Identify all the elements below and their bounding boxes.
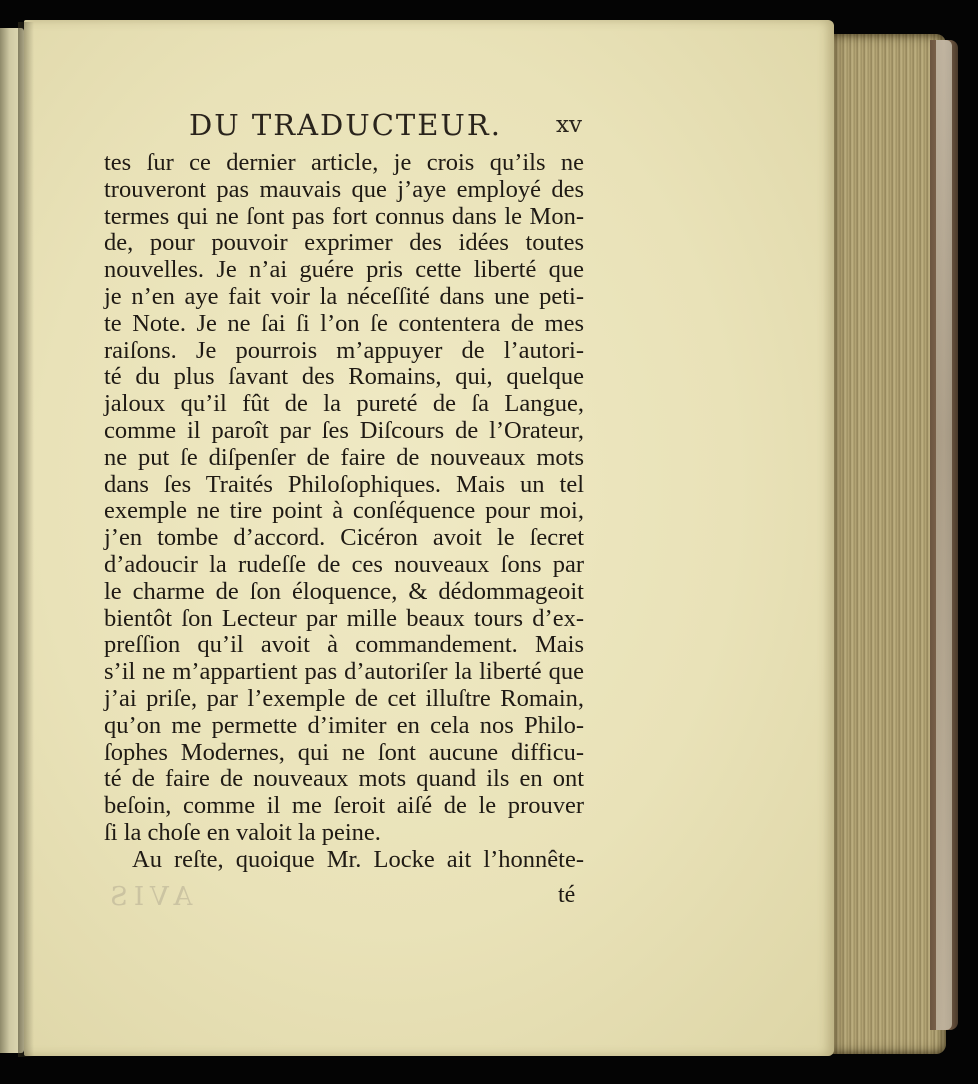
text-line: d’adoucir la rudeſſe de ces nouveaux ſons par (104, 550, 584, 578)
text-line: ſi la choſe en valoit la peine. (104, 818, 381, 846)
gutter-shadow (18, 22, 34, 1057)
catchword: té (558, 882, 576, 908)
running-title: DU TRADUCTEUR. (189, 108, 502, 142)
text-line: j’en tombe d’accord. Cicéron avoit le ſecret (104, 524, 584, 552)
text-line: té de faire de nouveaux mots quand ils en ont (104, 765, 584, 793)
text-line: je n’en aye fait voir la néceſſité dans une peti- (104, 282, 584, 310)
text-line: raiſons. Je pourrois m’appuyer de l’autori- (104, 336, 584, 364)
text-line: dans ſes Traités Philoſophiques. Mais un tel (104, 470, 584, 498)
book-page (24, 20, 834, 1056)
text-line: le charme de ſon éloquence, & dédommageoit (104, 577, 584, 605)
text-line: de, pour pouvoir exprimer des idées toutes (104, 229, 584, 257)
text-line: tes ſur ce dernier article, je crois qu’ils ne (104, 149, 584, 176)
paragraph-start-line: Au reſte, quoique Mr. Locke ait l’honnête- (132, 845, 584, 873)
text-line: jaloux qu’il fût de la pureté de ſa Langue, (104, 390, 584, 418)
text-line: ne put ſe diſpenſer de faire de nouveaux mots (104, 443, 584, 471)
text-line: termes qui ne ſont pas fort connus dans le Mon- (104, 202, 584, 230)
text-line: té du plus ſavant des Romains, qui, quelque (104, 363, 584, 391)
text-line: ſophes Modernes, qui ne ſont aucune difficu- (104, 738, 584, 766)
text-line: preſſion qu’il avoit à commandement. Mais (104, 631, 584, 659)
text-line: bientôt ſon Lecteur par mille beaux tours d’ex- (104, 604, 584, 632)
show-through-text: AVIS (104, 882, 193, 912)
page-number: xv (556, 112, 582, 138)
text-line: nouvelles. Je n’ai guére pris cette liberté que (104, 256, 584, 284)
text-line: exemple ne tire point à conſéquence pour moi, (104, 497, 584, 525)
page-header (24, 108, 834, 148)
text-line: s’il ne m’appartient pas d’autoriſer la liberté que (104, 658, 584, 686)
text-line: te Note. Je ne ſai ſi l’on ſe contentera de mes (104, 309, 584, 337)
text-line: qu’on me permette d’imiter en cela nos Philo- (104, 711, 584, 739)
text-line: j’ai priſe, par l’exemple de cet illuſtre Romain, (104, 684, 584, 712)
text-line: comme il paroît par ſes Diſcours de l’Orateur, (104, 416, 584, 444)
text-line: beſoin, comme il me ſeroit aiſé de le prouver (104, 792, 584, 820)
book-fore-edge (826, 34, 946, 1054)
text-line: trouveront pas mauvais que j’aye employé des (104, 175, 584, 203)
cover-highlight (936, 40, 952, 1030)
body-text (104, 150, 584, 874)
